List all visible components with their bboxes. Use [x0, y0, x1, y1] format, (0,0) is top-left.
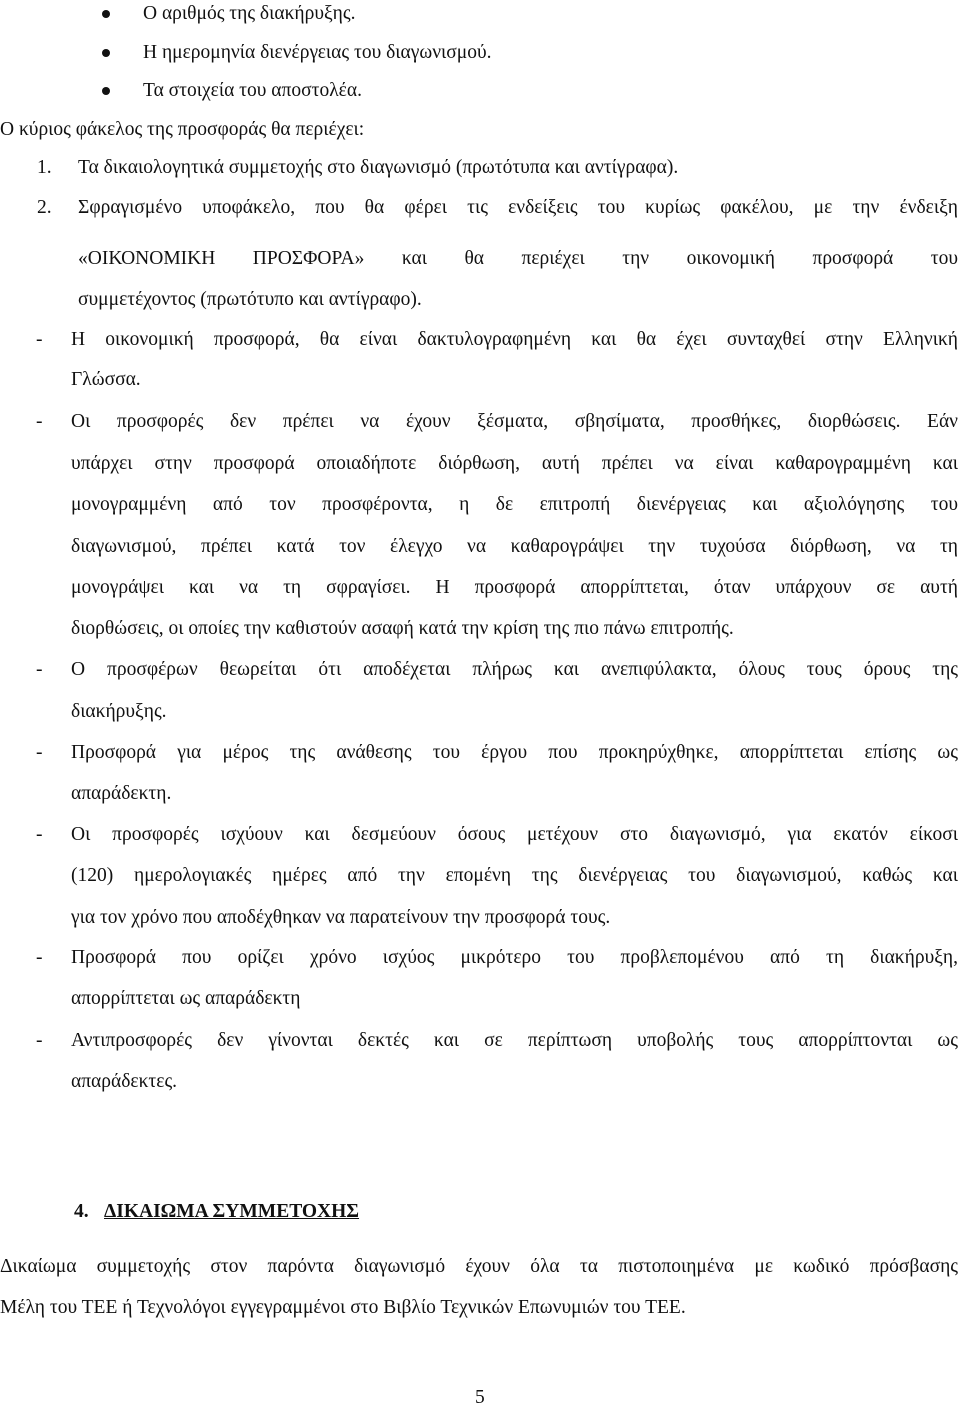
page-number: 5	[475, 1387, 485, 1408]
bullet-item: Ο αριθμός της διακήρυξης.	[143, 3, 356, 24]
bullet-icon	[102, 10, 110, 18]
dash-item-line: Ο προσφέρων θεωρείται ότι αποδέχεται πλήρως και ανεπιφύλακτα, όλους τους όρους της	[71, 659, 958, 680]
dash-item-line: Προσφορά που ορίζει χρόνο ισχύος μικρότερο του προβλεπομένου από τη διακήρυξη,	[71, 947, 958, 968]
dash-marker: -	[36, 329, 43, 350]
dash-item-line: μονογράψει και να τη σφραγίσει. Η προσφορά απορρίπτεται, όταν υπάρχουν σε αυτή	[71, 577, 958, 598]
dash-marker: -	[36, 1030, 43, 1051]
dash-item-line: απαράδεκτη.	[71, 783, 172, 804]
dash-item-line: απαράδεκτες.	[71, 1071, 178, 1092]
numbered-item-line: συμμετέχοντος (πρωτότυπο και αντίγραφο).	[78, 289, 422, 310]
dash-item-line: Αντιπροσφορές δεν γίνονται δεκτές και σε περίπτωση υποβολής τους απορρίπτονται ως	[71, 1030, 958, 1051]
dash-item-line: διαγωνισμού, πρέπει κατά τον έλεγχο να καθαρογράψει την τυχούσα διόρθωση, να τη	[71, 536, 958, 557]
dash-item-line: υπάρχει στην προσφορά οποιαδήποτε διόρθωση, αυτή πρέπει να είναι καθαρογραμμένη και	[71, 453, 958, 474]
bullet-icon	[102, 49, 110, 57]
section-paragraph-line: Μέλη του ΤΕΕ ή Τεχνολόγοι εγγεγραμμένοι στο Βιβλίο Τεχνικών Επωνυμιών του ΤΕΕ.	[0, 1297, 686, 1318]
section-title: ΔΙΚΑΙΩΜΑ ΣΥΜΜΕΤΟΧΗΣ	[104, 1201, 360, 1222]
dash-item-line: για τον χρόνο που αποδέχθηκαν να παρατείνουν την προσφορά τους.	[71, 907, 611, 928]
dash-item-line: Οι προσφορές δεν πρέπει να έχουν ξέσματα, σβησίματα, προσθήκες, διορθώσεις. Εάν	[71, 411, 958, 432]
dash-item-line: διακήρυξης.	[71, 701, 167, 722]
main-envelope-intro: Ο κύριος φάκελος της προσφοράς θα περιέχει:	[0, 119, 365, 140]
bullet-item: Η ημερομηνία διενέργειας του διαγωνισμού.	[143, 42, 492, 63]
section-number: 4.	[74, 1201, 89, 1222]
numbered-item-line: Τα δικαιολογητικά συμμετοχής στο διαγωνισμό (πρωτότυπα και αντίγραφα).	[78, 157, 679, 178]
dash-item-line: Η οικονομική προσφορά, θα είναι δακτυλογραφημένη και θα έχει συνταχθεί στην Ελληνική	[71, 329, 958, 350]
dash-marker: -	[36, 411, 43, 432]
dash-item-line: Γλώσσα.	[71, 369, 141, 390]
dash-item-line: Προσφορά για μέρος της ανάθεσης του έργου που προκηρύχθηκε, απορρίπτεται επίσης ως	[71, 742, 958, 763]
dash-item-line: μονογραμμένη από τον προσφέροντα, η δε επιτροπή διενέργειας και αξιολόγησης του	[71, 494, 958, 515]
numbered-item-line: Σφραγισμένο υποφάκελο, που θα φέρει τις ενδείξεις του κυρίως φακέλου, με την ένδειξη	[78, 197, 958, 218]
numbered-item-line: «ΟΙΚΟΝΟΜΙΚΗ ΠΡΟΣΦΟΡΑ» και θα περιέχει την οικονομική προσφορά του	[78, 248, 958, 269]
dash-marker: -	[36, 742, 43, 763]
numbered-marker: 2.	[37, 197, 52, 218]
section-paragraph-line: Δικαίωμα συμμετοχής στον παρόντα διαγωνισμό έχουν όλα τα πιστοποιημένα με κωδικό πρόσβασης	[0, 1256, 958, 1277]
dash-marker: -	[36, 947, 43, 968]
dash-item-line: διορθώσεις, οι οποίες την καθιστούν ασαφή κατά την κρίση της πιο πάνω επιτροπής.	[71, 618, 734, 639]
bullet-icon	[102, 87, 110, 95]
bullet-item: Τα στοιχεία του αποστολέα.	[143, 80, 362, 101]
dash-item-line: απορρίπτεται ως απαράδεκτη	[71, 988, 301, 1009]
dash-marker: -	[36, 824, 43, 845]
dash-item-line: Οι προσφορές ισχύουν και δεσμεύουν όσους μετέχουν στο διαγωνισμό, για εκατόν είκοσι	[71, 824, 958, 845]
dash-item-line: (120) ημερολογιακές ημέρες από την επομένη της διενέργειας του διαγωνισμού, καθώς και	[71, 865, 958, 886]
numbered-marker: 1.	[37, 157, 52, 178]
dash-marker: -	[36, 659, 43, 680]
